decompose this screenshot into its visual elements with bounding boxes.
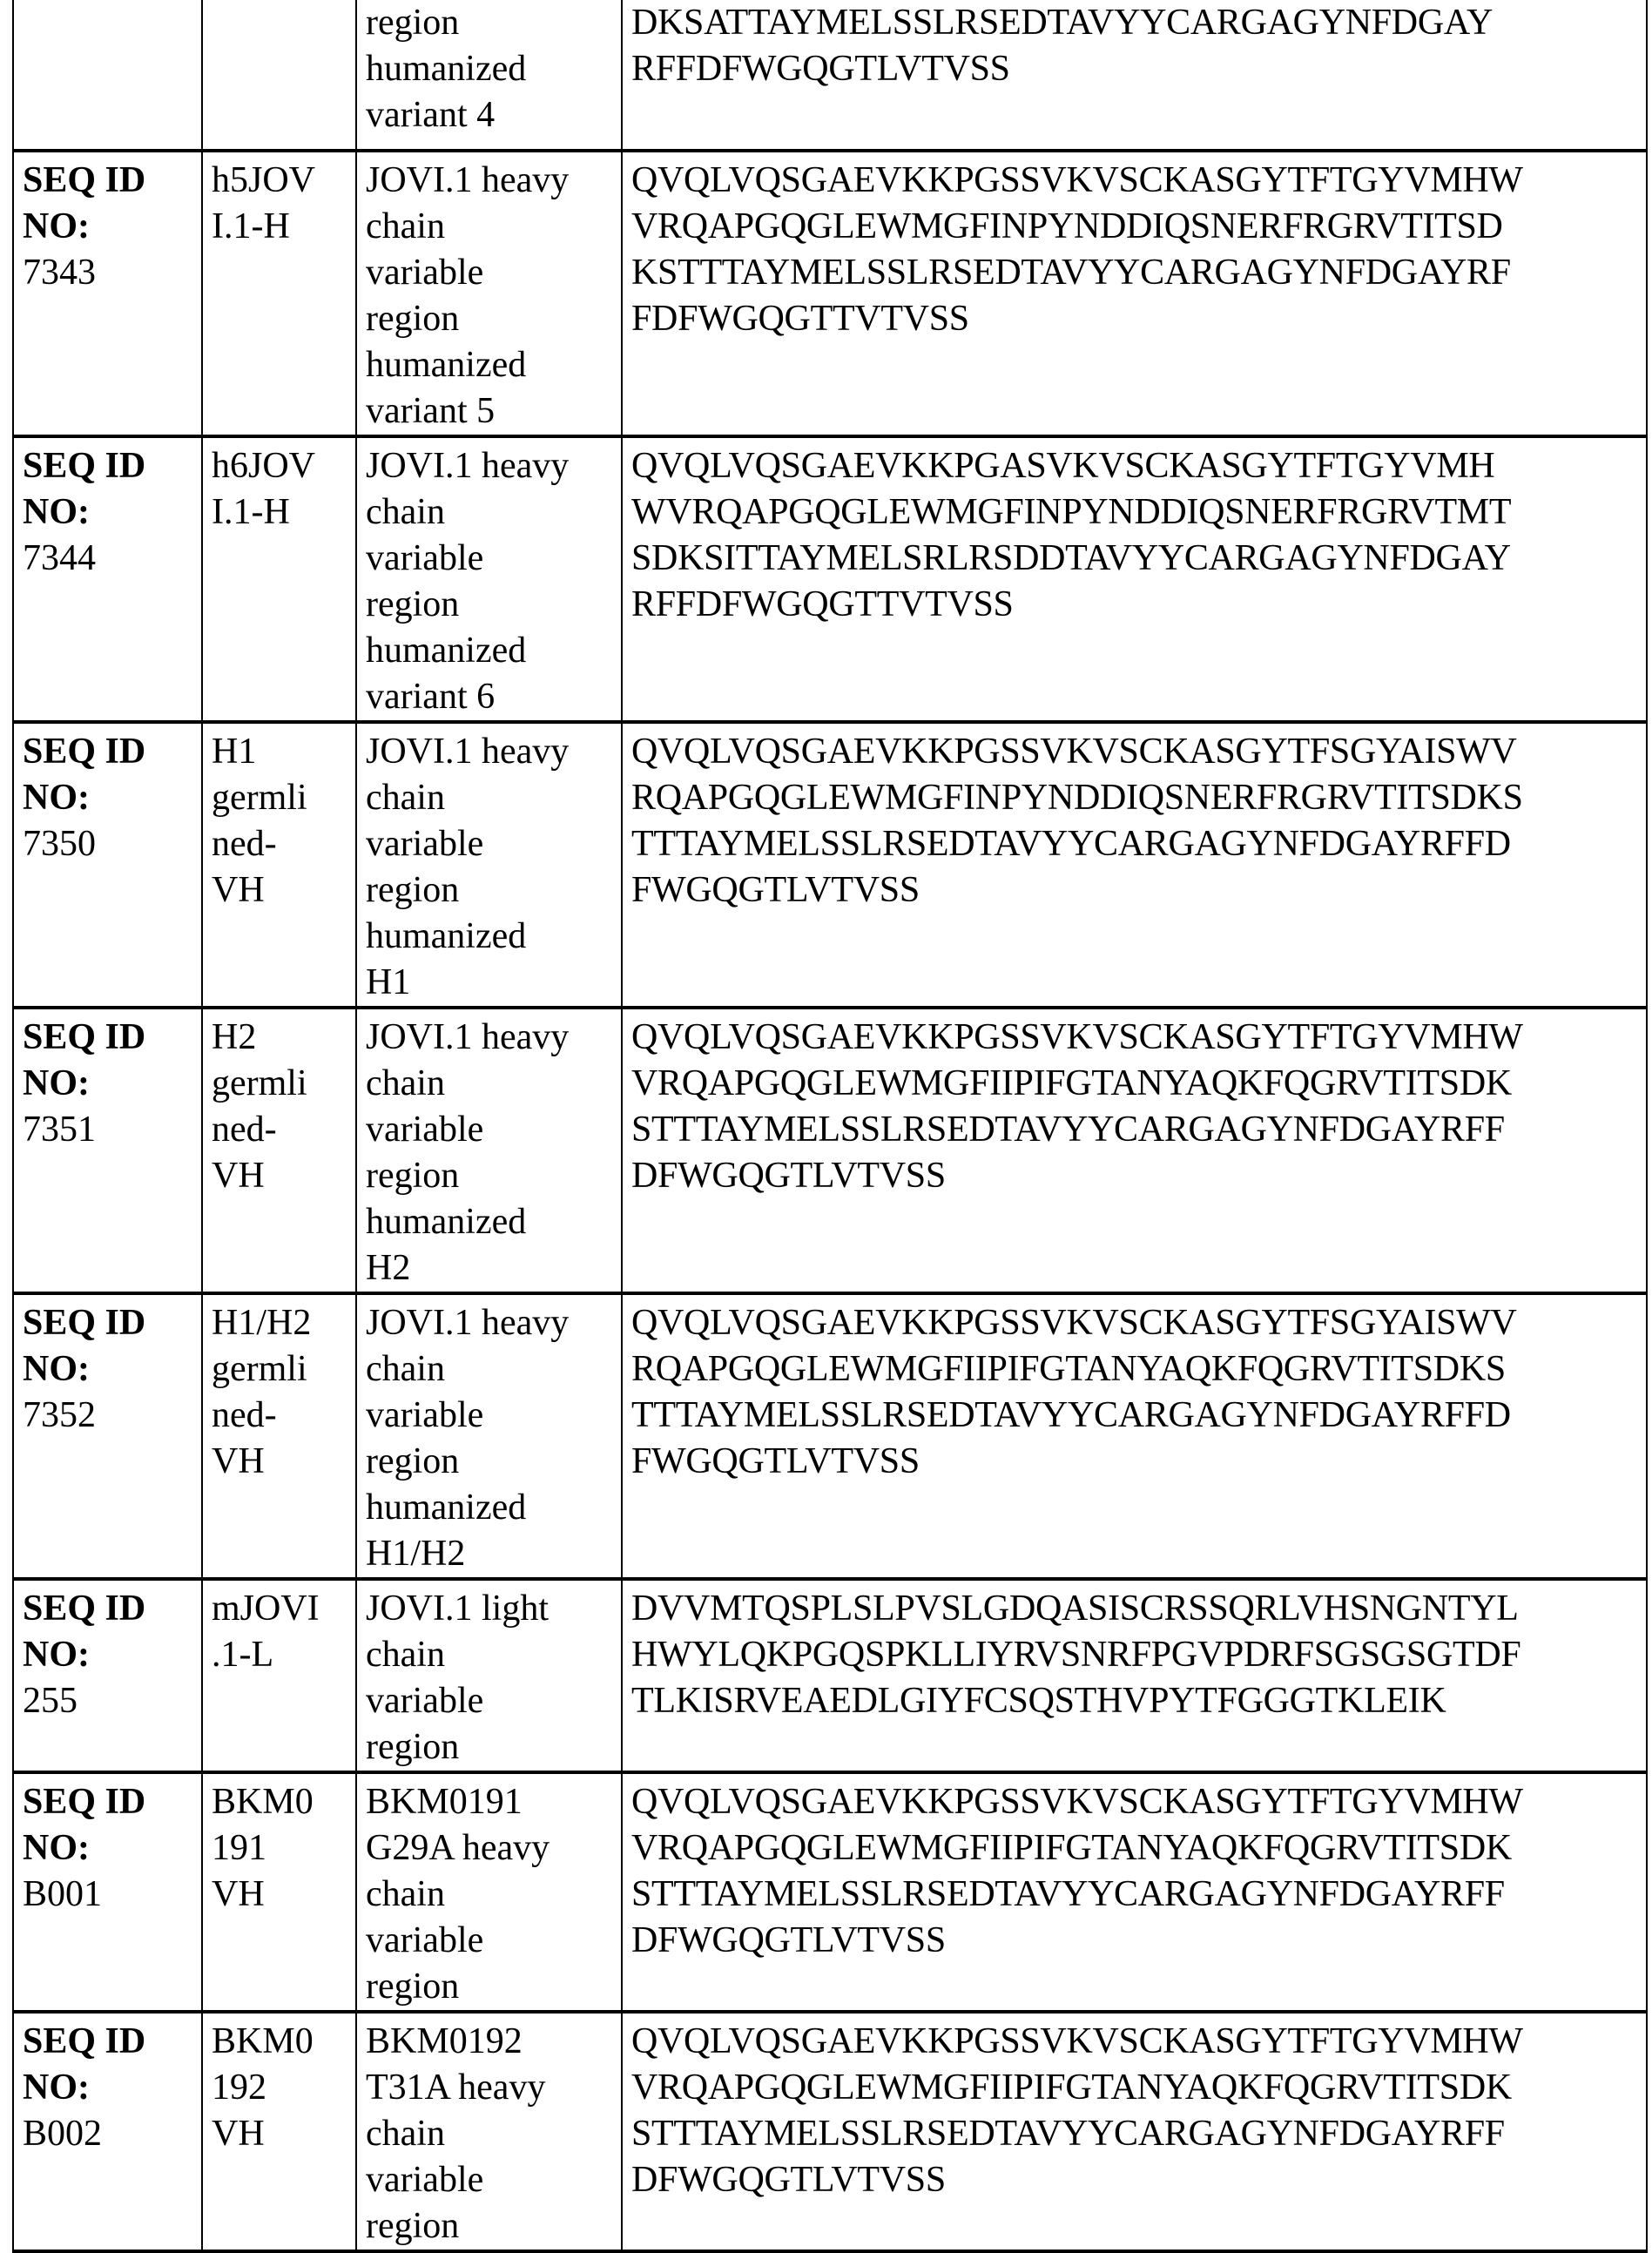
description-line: humanized	[366, 914, 612, 960]
description-line: chain	[366, 1632, 612, 1678]
seq-id-cell	[13, 151, 202, 436]
description-line: region	[366, 2203, 612, 2250]
description-line: region	[366, 867, 612, 914]
description-line: JOVI.1 heavy	[366, 1015, 612, 1061]
description-cell	[356, 1008, 622, 1293]
name-line: VH	[212, 1872, 347, 1918]
description-line: region	[366, 0, 612, 46]
description-cell	[356, 1293, 622, 1579]
description-line: region	[366, 1724, 612, 1771]
seq-id-line: 7343	[23, 250, 192, 296]
sequence-line: DFWGQGTLVTVSS	[631, 1153, 1637, 1199]
description-line: chain	[366, 2111, 612, 2157]
name-cell	[202, 1008, 356, 1293]
description-line: chain	[366, 204, 612, 250]
description-line: humanized	[366, 46, 612, 92]
sequence-line: DFWGQGTLVTVSS	[631, 2157, 1637, 2203]
seq-id-line: SEQ ID	[23, 1586, 192, 1632]
sequence-line: DFWGQGTLVTVSS	[631, 1918, 1637, 1964]
seq-id-line: SEQ ID	[23, 443, 192, 489]
sequence-line: WVRQAPGQGLEWMGFINPYNDDIQSNERFRGRVTMT	[631, 489, 1637, 536]
description-line: region	[366, 296, 612, 342]
sequence-cell	[622, 1293, 1647, 1579]
name-line: I.1-H	[212, 204, 347, 250]
sequence-line: QVQLVQSGAEVKKPGSSVKVSCKASGYTFTGYVMHW	[631, 2019, 1637, 2065]
name-line: BKM0	[212, 2019, 347, 2065]
seq-id-cell	[13, 0, 202, 151]
sequence-line: TTTAYMELSSLRSEDTAVYYCARGAGYNFDGAYRFFD	[631, 821, 1637, 867]
table-row	[13, 1579, 1647, 1772]
description-line: JOVI.1 heavy	[366, 1300, 612, 1346]
description-line: chain	[366, 1872, 612, 1918]
seq-id-line: NO:	[23, 1825, 192, 1872]
description-line: region	[366, 1153, 612, 1199]
sequence-table-body	[13, 0, 1647, 2251]
description-line: T31A heavy	[366, 2065, 612, 2111]
description-line: region	[366, 1439, 612, 1485]
sequence-line: FWGQGTLVTVSS	[631, 1439, 1637, 1485]
description-line: variant 5	[366, 388, 612, 435]
sequence-line: QVQLVQSGAEVKKPGSSVKVSCKASGYTFTGYVMHW	[631, 1779, 1637, 1825]
seq-id-cell	[13, 1008, 202, 1293]
sequence-line: FWGQGTLVTVSS	[631, 867, 1637, 914]
table-row	[13, 1008, 1647, 1293]
description-line: BKM0191	[366, 1779, 612, 1825]
table-row	[13, 1293, 1647, 1579]
table-row	[13, 1772, 1647, 2012]
description-line: variant 6	[366, 674, 612, 720]
name-cell	[202, 2012, 356, 2251]
seq-id-line: NO:	[23, 1632, 192, 1678]
seq-id-line: 7350	[23, 821, 192, 867]
name-line: h5JOV	[212, 158, 347, 204]
seq-id-line: SEQ ID	[23, 1015, 192, 1061]
sequence-line: FDFWGQGTTVTVSS	[631, 296, 1637, 342]
name-cell	[202, 151, 356, 436]
name-line: h6JOV	[212, 443, 347, 489]
seq-id-line: SEQ ID	[23, 729, 192, 775]
description-line: chain	[366, 1346, 612, 1393]
name-line: VH	[212, 2111, 347, 2157]
description-line: chain	[366, 489, 612, 536]
name-line: germli	[212, 1346, 347, 1393]
description-cell	[356, 436, 622, 722]
seq-id-line: SEQ ID	[23, 1779, 192, 1825]
description-line: humanized	[366, 342, 612, 388]
sequence-line: RQAPGQGLEWMGFIIPIFGTANYAQKFQGRVTITSDKS	[631, 1346, 1637, 1393]
description-line: region	[366, 582, 612, 628]
seq-id-line: 7344	[23, 536, 192, 582]
description-line: H2	[366, 1245, 612, 1292]
name-line: mJOVI	[212, 1586, 347, 1632]
name-line: H1	[212, 729, 347, 775]
description-line: chain	[366, 775, 612, 821]
sequence-table	[12, 0, 1648, 2253]
description-line: humanized	[366, 1199, 612, 1245]
description-cell	[356, 1772, 622, 2012]
sequence-line: QVQLVQSGAEVKKPGSSVKVSCKASGYTFSGYAISWV	[631, 729, 1637, 775]
description-line: humanized	[366, 628, 612, 674]
description-line: variable	[366, 821, 612, 867]
sequence-line: SDKSITTAYMELSRLRSDDTAVYYCARGAGYNFDGAY	[631, 536, 1637, 582]
name-line: H2	[212, 1015, 347, 1061]
name-line: H1/H2	[212, 1300, 347, 1346]
sequence-line: TTTAYMELSSLRSEDTAVYYCARGAGYNFDGAYRFFD	[631, 1393, 1637, 1439]
sequence-line: QVQLVQSGAEVKKPGSSVKVSCKASGYTFTGYVMHW	[631, 1015, 1637, 1061]
description-line: JOVI.1 heavy	[366, 443, 612, 489]
sequence-line: RQAPGQGLEWMGFINPYNDDIQSNERFRGRVTITSDKS	[631, 775, 1637, 821]
description-line: H1/H2	[366, 1531, 612, 1577]
sequence-line: STTTAYMELSSLRSEDTAVYYCARGAGYNFDGAYRFF	[631, 1107, 1637, 1153]
description-line: variable	[366, 1678, 612, 1724]
name-line: VH	[212, 1153, 347, 1199]
seq-id-line: NO:	[23, 1061, 192, 1107]
seq-id-line: NO:	[23, 1346, 192, 1393]
seq-id-cell	[13, 1772, 202, 2012]
sequence-line: DVVMTQSPLSLPVSLGDQASISCRSSQRLVHSNGNTYL	[631, 1586, 1637, 1632]
seq-id-cell	[13, 1293, 202, 1579]
description-line: variable	[366, 2157, 612, 2203]
description-line: variant 4	[366, 92, 612, 138]
sequence-line: HWYLQKPGQSPKLLIYRVSNRFPGVPDRFSGSGSGTDF	[631, 1632, 1637, 1678]
sequence-line: STTTAYMELSSLRSEDTAVYYCARGAGYNFDGAYRFF	[631, 2111, 1637, 2157]
sequence-line: KSTTTAYMELSSLRSEDTAVYYCARGAGYNFDGAYRF	[631, 250, 1637, 296]
sequence-line: STTTAYMELSSLRSEDTAVYYCARGAGYNFDGAYRFF	[631, 1872, 1637, 1918]
name-cell	[202, 0, 356, 151]
description-cell	[356, 0, 622, 151]
table-row	[13, 436, 1647, 722]
name-line: VH	[212, 867, 347, 914]
seq-id-line: NO:	[23, 489, 192, 536]
name-cell	[202, 1772, 356, 2012]
table-row	[13, 2012, 1647, 2251]
sequence-line: VRQAPGQGLEWMGFINPYNDDIQSNERFRGRVTITSD	[631, 204, 1637, 250]
description-line: variable	[366, 1918, 612, 1964]
description-line: JOVI.1 heavy	[366, 158, 612, 204]
description-cell	[356, 1579, 622, 1772]
seq-id-line: 7352	[23, 1393, 192, 1439]
seq-id-line: SEQ ID	[23, 1300, 192, 1346]
description-cell	[356, 2012, 622, 2251]
table-row	[13, 151, 1647, 436]
sequence-cell	[622, 1772, 1647, 2012]
description-line: G29A heavy	[366, 1825, 612, 1872]
name-line: ned-	[212, 1393, 347, 1439]
sequence-cell	[622, 2012, 1647, 2251]
name-cell	[202, 1579, 356, 1772]
name-line: germli	[212, 1061, 347, 1107]
sequence-line: QVQLVQSGAEVKKPGSSVKVSCKASGYTFSGYAISWV	[631, 1300, 1637, 1346]
seq-id-line: B001	[23, 1872, 192, 1918]
name-line: VH	[212, 1439, 347, 1485]
sequence-cell	[622, 0, 1647, 151]
sequence-line: VRQAPGQGLEWMGFIIPIFGTANYAQKFQGRVTITSDK	[631, 2065, 1637, 2111]
table-row	[13, 0, 1647, 151]
name-line: 191	[212, 1825, 347, 1872]
name-line: germli	[212, 775, 347, 821]
seq-id-line: NO:	[23, 775, 192, 821]
sequence-cell	[622, 722, 1647, 1008]
description-line: chain	[366, 1061, 612, 1107]
name-cell	[202, 1293, 356, 1579]
seq-id-line: B002	[23, 2111, 192, 2157]
description-line: JOVI.1 light	[366, 1586, 612, 1632]
sequence-line: QVQLVQSGAEVKKPGASVKVSCKASGYTFTGYVMH	[631, 443, 1637, 489]
description-line: humanized	[366, 1485, 612, 1531]
seq-id-line: NO:	[23, 204, 192, 250]
seq-id-line: NO:	[23, 2065, 192, 2111]
description-line: JOVI.1 heavy	[366, 729, 612, 775]
seq-id-cell	[13, 2012, 202, 2251]
seq-id-cell	[13, 1579, 202, 1772]
seq-id-line: SEQ ID	[23, 158, 192, 204]
sequence-line: VRQAPGQGLEWMGFIIPIFGTANYAQKFQGRVTITSDK	[631, 1825, 1637, 1872]
description-line: variable	[366, 250, 612, 296]
name-line: BKM0	[212, 1779, 347, 1825]
name-line: .1-L	[212, 1632, 347, 1678]
description-line: variable	[366, 1393, 612, 1439]
sequence-line: VRQAPGQGLEWMGFIIPIFGTANYAQKFQGRVTITSDK	[631, 1061, 1637, 1107]
name-line: ned-	[212, 821, 347, 867]
name-cell	[202, 436, 356, 722]
description-line: H1	[366, 960, 612, 1006]
sequence-cell	[622, 436, 1647, 722]
sequence-cell	[622, 1008, 1647, 1293]
name-line: 192	[212, 2065, 347, 2111]
description-line: variable	[366, 536, 612, 582]
sequence-line: QVQLVQSGAEVKKPGSSVKVSCKASGYTFTGYVMHW	[631, 158, 1637, 204]
seq-id-line: 255	[23, 1678, 192, 1724]
description-line: variable	[366, 1107, 612, 1153]
sequence-cell	[622, 151, 1647, 436]
description-line: region	[366, 1964, 612, 2010]
sequence-line: RFFDFWGQGTLVTVSS	[631, 46, 1637, 92]
sequence-line: DKSATTAYMELSSLRSEDTAVYYCARGAGYNFDGAY	[631, 0, 1637, 46]
name-line: I.1-H	[212, 489, 347, 536]
description-cell	[356, 722, 622, 1008]
seq-id-cell	[13, 722, 202, 1008]
table-row	[13, 722, 1647, 1008]
description-line: BKM0192	[366, 2019, 612, 2065]
sequence-cell	[622, 1579, 1647, 1772]
seq-id-line: 7351	[23, 1107, 192, 1153]
name-cell	[202, 722, 356, 1008]
seq-id-cell	[13, 436, 202, 722]
sequence-line: RFFDFWGQGTTVTVSS	[631, 582, 1637, 628]
seq-id-line: SEQ ID	[23, 2019, 192, 2065]
sequence-line: TLKISRVEAEDLGIYFCSQSTHVPYTFGGGTKLEIK	[631, 1678, 1637, 1724]
name-line: ned-	[212, 1107, 347, 1153]
description-cell	[356, 151, 622, 436]
